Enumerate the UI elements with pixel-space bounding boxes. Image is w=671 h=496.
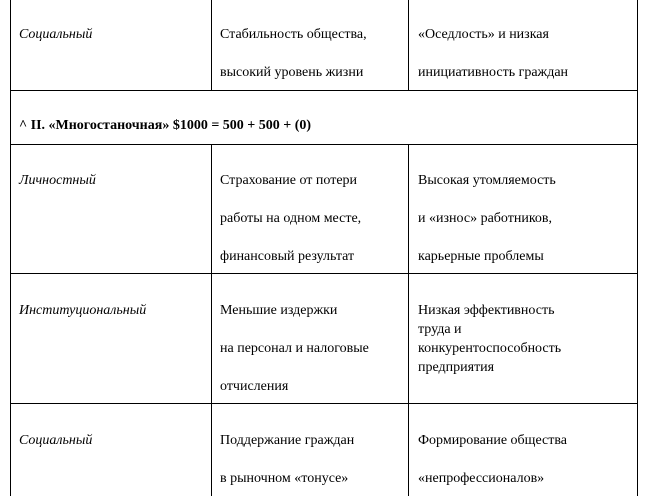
cell-text: Страхование от потери [220,173,358,188]
cell-text: и «износ» работников, [418,211,553,226]
cell-text: работы на одном месте, [220,211,362,226]
table-left-border [10,0,11,496]
cell-text: финансовый результат [220,249,355,264]
column-divider [408,144,409,496]
cell-text: «Оседлость» и низкая [418,27,549,42]
row-label: Институциональный [19,303,147,318]
cell-text: «непрофессионалов» [418,471,545,486]
row-label: Социальный [19,433,93,448]
cell-text: труда и [418,322,462,337]
cell-text: Меньшие издержки [220,303,338,318]
cell-text: в рыночном «тонусе» [220,471,349,486]
row-label: Личностный [19,173,96,188]
cell-text: Формирование общества [418,433,567,448]
section-heading: ^ II. «Многостаночная» $1000 = 500 + 500 + (0) [19,118,312,133]
cell-text: Стабильность общества, [220,27,367,42]
column-divider [211,0,212,90]
cell-text: высокий уровень жизни [220,65,364,80]
cell-text: карьерные проблемы [418,249,544,264]
cell-text: Поддержание граждан [220,433,355,448]
column-divider [408,0,409,90]
row-divider [10,144,638,145]
cell-text: конкурентоспособность [418,341,562,356]
cell-text: Высокая утомляемость [418,173,556,188]
cell-text: отчисления [220,379,289,394]
cell-text: Низкая эффективность [418,303,555,318]
cell-text: на персонал и налоговые [220,341,369,356]
column-divider [211,144,212,496]
row-divider [10,90,638,91]
cell-text: инициативность граждан [418,65,569,80]
row-label: Социальный [19,27,93,42]
row-divider [10,273,638,274]
table-right-border [637,0,638,496]
row-divider [10,403,638,404]
cell-text: предприятия [418,360,495,375]
